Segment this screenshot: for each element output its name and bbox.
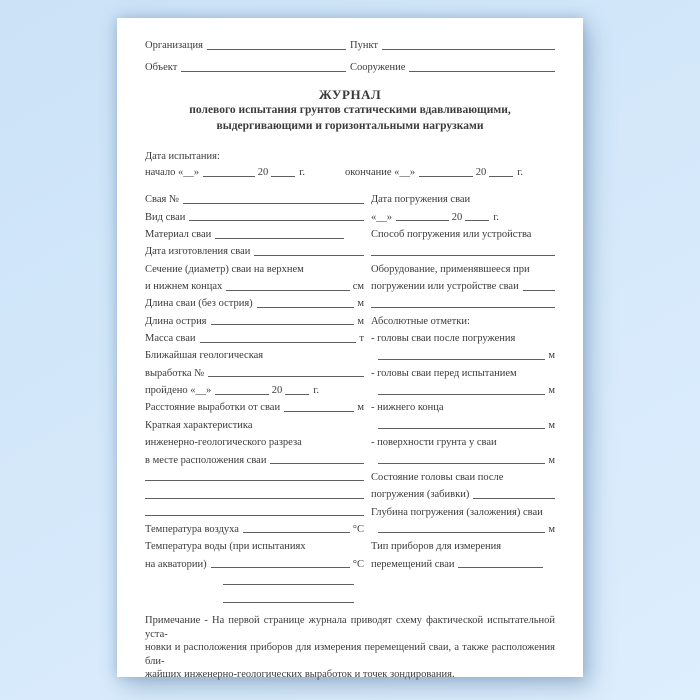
field-label: Абсолютные отметки:: [371, 315, 470, 327]
form-subtitle-1: полевого испытания грунтов статическими вдавливающими,: [189, 104, 511, 116]
unit-label: м: [357, 315, 364, 327]
form-row: [371, 345, 555, 362]
blank-line: [378, 394, 545, 395]
form-row: [371, 380, 555, 397]
blank-line: [254, 255, 364, 256]
field-label: Масса сваи: [145, 333, 196, 345]
year-blank-line: [285, 394, 309, 395]
field-label: перемещений сваи: [371, 558, 455, 570]
object-label: Объект: [145, 62, 178, 73]
form-row: [145, 206, 364, 223]
blank-short-line: [223, 584, 354, 585]
footnote-line: жайших инженерно-геологических выработок и точек зондирования.: [145, 669, 455, 681]
form-columns: [145, 189, 555, 605]
year-prefix: 20: [257, 167, 269, 178]
field-label: Ближайшая геологическая: [145, 350, 264, 362]
test-date-end-field: [345, 167, 523, 179]
blank-line: [183, 203, 364, 204]
blank-line: [473, 498, 555, 499]
object-field: [145, 62, 350, 74]
blank-line: [378, 359, 545, 360]
form-row: [145, 276, 364, 293]
year-suffix: г.: [313, 385, 319, 397]
blank-line: [189, 220, 364, 221]
blank-line: [145, 480, 364, 481]
field-label: Способ погружения или устройства: [371, 229, 532, 241]
form-row: [145, 258, 364, 275]
form-row: [145, 501, 364, 518]
punkt-field: [350, 40, 555, 52]
blank-short-line: [223, 602, 354, 603]
year-prefix: 20: [451, 211, 463, 223]
field-label: Сечение (диаметр) сваи на верхнем: [145, 263, 304, 275]
unit-label: м: [548, 454, 555, 466]
structure-label: Сооружение: [350, 62, 406, 73]
unit-label: м: [357, 298, 364, 310]
blank-line: [284, 411, 354, 412]
year-blank-line: [271, 176, 295, 177]
test-date-start-label: начало «__»: [145, 167, 200, 178]
unit-label: °С: [352, 558, 364, 570]
form-row: [145, 467, 364, 484]
form-row: [145, 241, 364, 258]
field-label: Материал сваи: [145, 229, 212, 241]
form-row: [371, 362, 555, 379]
blank-line: [211, 567, 350, 568]
field-label: инженерно-геологического разреза: [145, 437, 302, 449]
form-row: [371, 189, 555, 206]
blank-line: [378, 428, 545, 429]
field-label: Длина острия: [145, 315, 207, 327]
field-label: Дата погружения сваи: [371, 194, 471, 206]
test-date-start-field: [145, 167, 305, 179]
field-label: погружении или устройстве сваи: [371, 281, 519, 293]
journal-form-page: [117, 18, 583, 681]
field-label: «__»: [371, 211, 392, 223]
punkt-blank-line: [382, 49, 555, 50]
object-structure-row: [145, 52, 555, 74]
field-label: - нижнего конца: [371, 402, 444, 414]
form-row: [145, 328, 364, 345]
form-title: ЖУРНАЛ: [318, 87, 382, 102]
field-label: Оборудование, применявшееся при: [371, 263, 530, 275]
blank-line: [203, 176, 255, 177]
blank-line: [145, 515, 364, 516]
blank-line: [257, 307, 355, 308]
form-row: [371, 467, 555, 484]
field-label: Тип приборов для измерения: [371, 541, 502, 553]
unit-label: °С: [352, 523, 364, 535]
organization-label: Организация: [145, 40, 203, 51]
form-row: [371, 293, 555, 310]
year-prefix: 20: [271, 385, 283, 397]
form-row: [371, 553, 543, 570]
field-label: Длина сваи (без острия): [145, 298, 253, 310]
form-row: [145, 362, 364, 379]
form-row: [145, 345, 364, 362]
right-column: [371, 189, 555, 605]
field-label: Свая №: [145, 194, 179, 206]
organization-blank-line: [207, 49, 346, 50]
field-label: - поверхности грунта у сваи: [371, 437, 497, 449]
footnote-line: Примечание - На первой странице журнала приводят схему фактической испытательной уста-: [145, 615, 555, 640]
form-row: [371, 310, 555, 327]
field-label: Состояние головы сваи после: [371, 471, 504, 483]
field-label: выработка №: [145, 367, 205, 379]
form-row: [371, 501, 555, 518]
blank-line: [200, 342, 357, 343]
form-subtitle-2: выдергивающими и горизонтальными нагрузками: [216, 120, 484, 132]
form-row: [371, 536, 555, 553]
form-row: [145, 293, 364, 310]
field-label: Температура воды (при испытаниях: [145, 541, 306, 553]
blank-line: [419, 176, 473, 177]
form-row: [371, 432, 555, 449]
organization-punkt-row: [145, 30, 555, 52]
field-label: и нижнем концах: [145, 281, 223, 293]
year-suffix: г.: [299, 167, 305, 178]
test-date-row: [145, 164, 555, 179]
field-label: Глубина погружения (заложения) сваи: [371, 506, 543, 518]
structure-blank-line: [409, 71, 555, 72]
form-row: [145, 571, 364, 588]
unit-label: м: [548, 419, 555, 431]
unit-label: м: [548, 350, 555, 362]
blank-line: [270, 463, 364, 464]
form-row: [371, 414, 555, 431]
organization-field: [145, 40, 350, 52]
form-row: [145, 224, 344, 241]
form-row: [371, 258, 555, 275]
blank-line: [523, 290, 555, 291]
unit-label: см: [352, 281, 364, 293]
blank-line: [458, 567, 543, 568]
punkt-label: Пункт: [350, 40, 379, 51]
unit-label: м: [357, 402, 364, 414]
form-row: [371, 224, 555, 241]
object-blank-line: [181, 71, 346, 72]
field-label: Температура воздуха: [145, 523, 239, 535]
form-row: [145, 588, 364, 605]
field-label: - головы сваи перед испытанием: [371, 367, 517, 379]
test-date-end-label: окончание «__»: [345, 167, 416, 178]
left-column: [145, 189, 364, 605]
blank-line: [215, 238, 344, 239]
blank-line: [226, 290, 349, 291]
footnote-line: новки и расположения приборов для измерения перемещений сваи, а также расположения бли-: [145, 642, 555, 667]
field-label: Краткая характеристика: [145, 419, 253, 431]
field-label: Расстояние выработки от сваи: [145, 402, 281, 414]
form-row: [145, 449, 364, 466]
blank-line: [243, 532, 350, 533]
blank-line: [371, 255, 555, 256]
year-suffix: г.: [517, 167, 523, 178]
unit-label: м: [548, 385, 555, 397]
form-row: [371, 397, 555, 414]
form-row: [145, 380, 319, 397]
year-suffix: г.: [493, 211, 499, 223]
form-row: [371, 276, 555, 293]
blank-line: [215, 394, 269, 395]
form-row: [371, 328, 555, 345]
blank-line: [378, 463, 545, 464]
field-label: погружения (забивки): [371, 489, 470, 501]
form-row: [145, 310, 364, 327]
unit-label: м: [548, 523, 555, 535]
unit-label: т: [359, 333, 364, 345]
blank-line: [145, 498, 364, 499]
form-row: [145, 519, 364, 536]
form-row: [371, 449, 555, 466]
blank-line: [208, 376, 364, 377]
form-row: [145, 189, 364, 206]
field-label: Вид сваи: [145, 211, 186, 223]
test-date-label: Дата испытания:: [145, 151, 220, 162]
form-row: [145, 414, 364, 431]
blank-line: [396, 220, 449, 221]
year-prefix: 20: [475, 167, 487, 178]
form-row: [145, 484, 364, 501]
form-row: [145, 397, 364, 414]
form-row: [371, 206, 499, 223]
blank-line: [371, 307, 555, 308]
blank-line: [378, 532, 545, 533]
form-row: [145, 432, 364, 449]
form-row: [371, 484, 555, 501]
form-row: [371, 241, 555, 258]
footnote: [145, 614, 555, 682]
field-label: Дата изготовления сваи: [145, 246, 251, 258]
field-label: на акватории): [145, 558, 207, 570]
form-row: [145, 553, 364, 570]
blank-line: [211, 324, 355, 325]
year-blank-line: [489, 176, 513, 177]
form-row: [145, 536, 364, 553]
structure-field: [350, 62, 555, 74]
field-label: пройдено «__»: [145, 385, 212, 397]
form-row: [371, 519, 555, 536]
field-label: в месте расположения сваи: [145, 454, 267, 466]
year-blank-line: [465, 220, 489, 221]
field-label: - головы сваи после погружения: [371, 333, 516, 345]
